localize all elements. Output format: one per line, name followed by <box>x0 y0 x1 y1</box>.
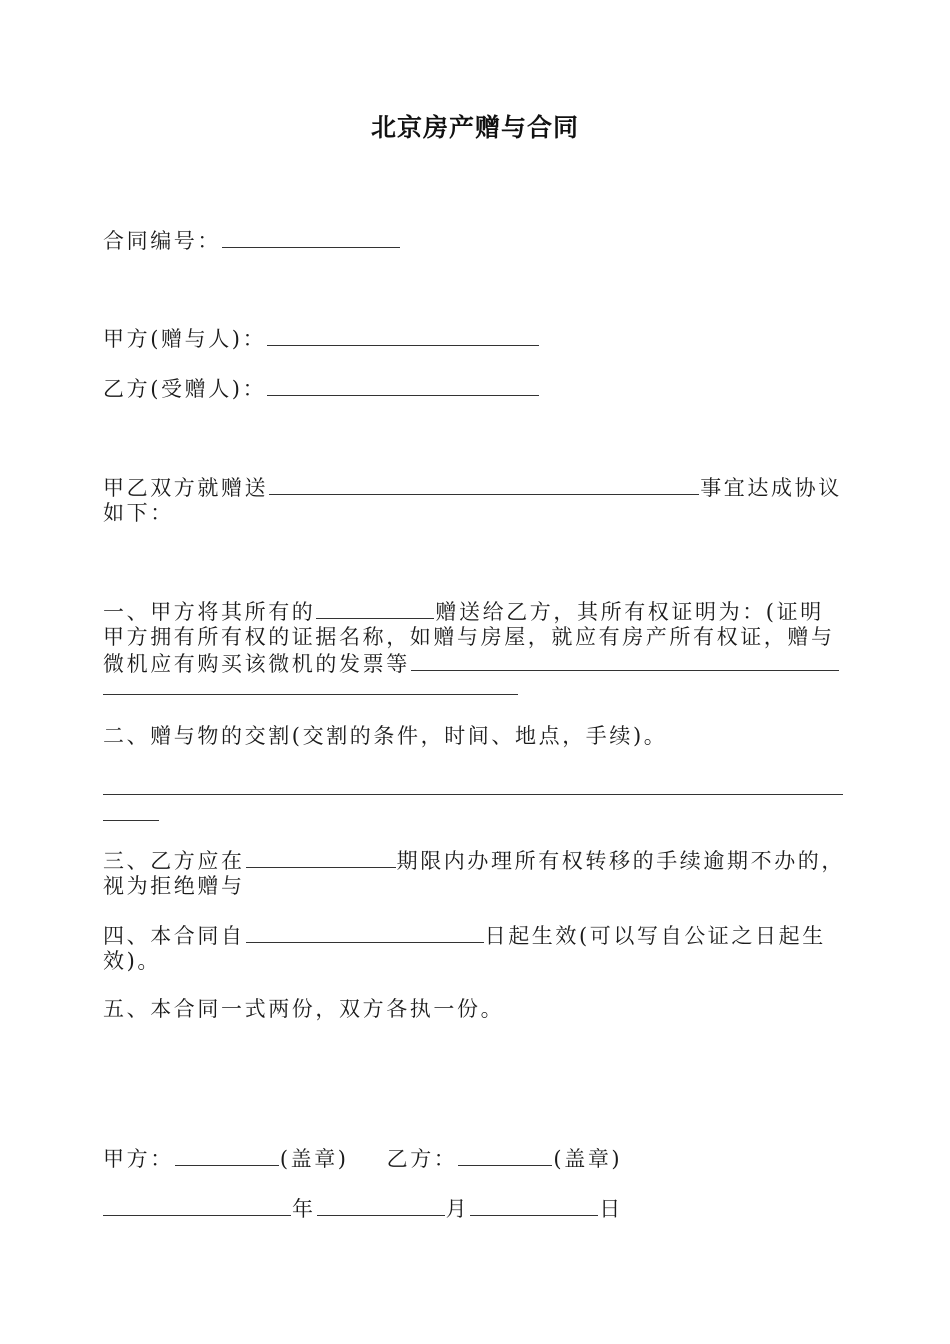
contract-number-line <box>103 227 401 254</box>
intro-text-2: 事宜达成协议 <box>700 476 842 500</box>
clause-1-line-3 <box>103 650 840 677</box>
party-a-signature-blank[interactable] <box>175 1145 279 1166</box>
clause-4-line-2 <box>103 948 161 974</box>
date-line <box>103 1195 623 1222</box>
gift-subject-blank[interactable] <box>269 474 699 495</box>
transfer-deadline-blank[interactable] <box>246 847 396 868</box>
year-blank[interactable] <box>103 1195 291 1216</box>
party-a-seal-label: (盖章) <box>279 1147 349 1171</box>
clause-3-line-2 <box>103 873 245 899</box>
clause-3-text-b: 期限内办理所有权转移的手续逾期不办的， <box>396 849 846 873</box>
clause-1-text-b: 赠送给乙方，其所有权证明为：(证明 <box>435 600 824 624</box>
clause-1-line-2 <box>103 624 835 650</box>
clause-3-line-1 <box>103 847 845 874</box>
ownership-proof-blank-continued[interactable] <box>103 694 518 695</box>
party-b-signature-label: 乙方： <box>386 1147 458 1171</box>
ownership-proof-blank[interactable] <box>411 650 839 671</box>
party-b-signature-blank[interactable] <box>458 1145 552 1166</box>
document-title: 北京房产赠与合同 <box>370 113 579 142</box>
clause-1-line-1 <box>103 598 824 625</box>
party-a-line <box>103 325 540 352</box>
clause-1-text-c: 甲方拥有所有权的证据名称，如赠与房屋，就应有房产所有权证，赠与 <box>103 625 835 649</box>
clause-4-line-1 <box>103 922 826 949</box>
effective-date-blank[interactable] <box>246 922 484 943</box>
clause-5-line <box>103 996 504 1022</box>
gift-item-blank[interactable] <box>316 598 434 619</box>
clause-3-text-c: 视为拒绝赠与 <box>103 874 245 898</box>
clause-4-text-a: 四、本合同自 <box>103 924 245 948</box>
year-label: 年 <box>292 1197 316 1221</box>
clause-1-text-a: 一、甲方将其所有的 <box>103 600 316 624</box>
day-blank[interactable] <box>470 1195 598 1216</box>
handover-blank-continued[interactable] <box>103 820 159 821</box>
contract-number-blank[interactable] <box>222 227 400 248</box>
intro-text-3: 如下： <box>103 501 174 525</box>
party-a-signature-label: 甲方： <box>103 1147 174 1171</box>
party-b-seal-label: (盖章) <box>553 1147 623 1171</box>
month-blank[interactable] <box>317 1195 445 1216</box>
clause-4-text-c: 效)。 <box>103 949 161 973</box>
intro-line-1 <box>103 474 842 501</box>
party-a-blank[interactable] <box>267 325 539 346</box>
party-b-line <box>103 375 540 402</box>
intro-line-2 <box>103 500 174 526</box>
clause-5-text: 五、本合同一式两份，双方各执一份。 <box>103 997 505 1021</box>
clause-1-text-d: 微机应有购买该微机的发票等 <box>103 652 410 676</box>
clause-4-text-b: 日起生效(可以写自公证之日起生 <box>484 924 826 948</box>
handover-blank[interactable] <box>103 794 843 795</box>
signature-line <box>103 1145 622 1172</box>
party-b-label: 乙方(受赠人)： <box>103 377 267 401</box>
contract-number-label: 合同编号： <box>103 229 221 253</box>
day-label: 日 <box>599 1197 623 1221</box>
clause-2-text: 二、赠与物的交割(交割的条件，时间、地点，手续)。 <box>103 724 668 748</box>
month-label: 月 <box>445 1197 470 1221</box>
party-b-blank[interactable] <box>267 375 539 396</box>
clause-3-text-a: 三、乙方应在 <box>103 849 245 873</box>
clause-2-line <box>103 723 667 749</box>
intro-text-1: 甲乙双方就赠送 <box>103 476 269 500</box>
party-a-label: 甲方(赠与人)： <box>103 327 267 351</box>
